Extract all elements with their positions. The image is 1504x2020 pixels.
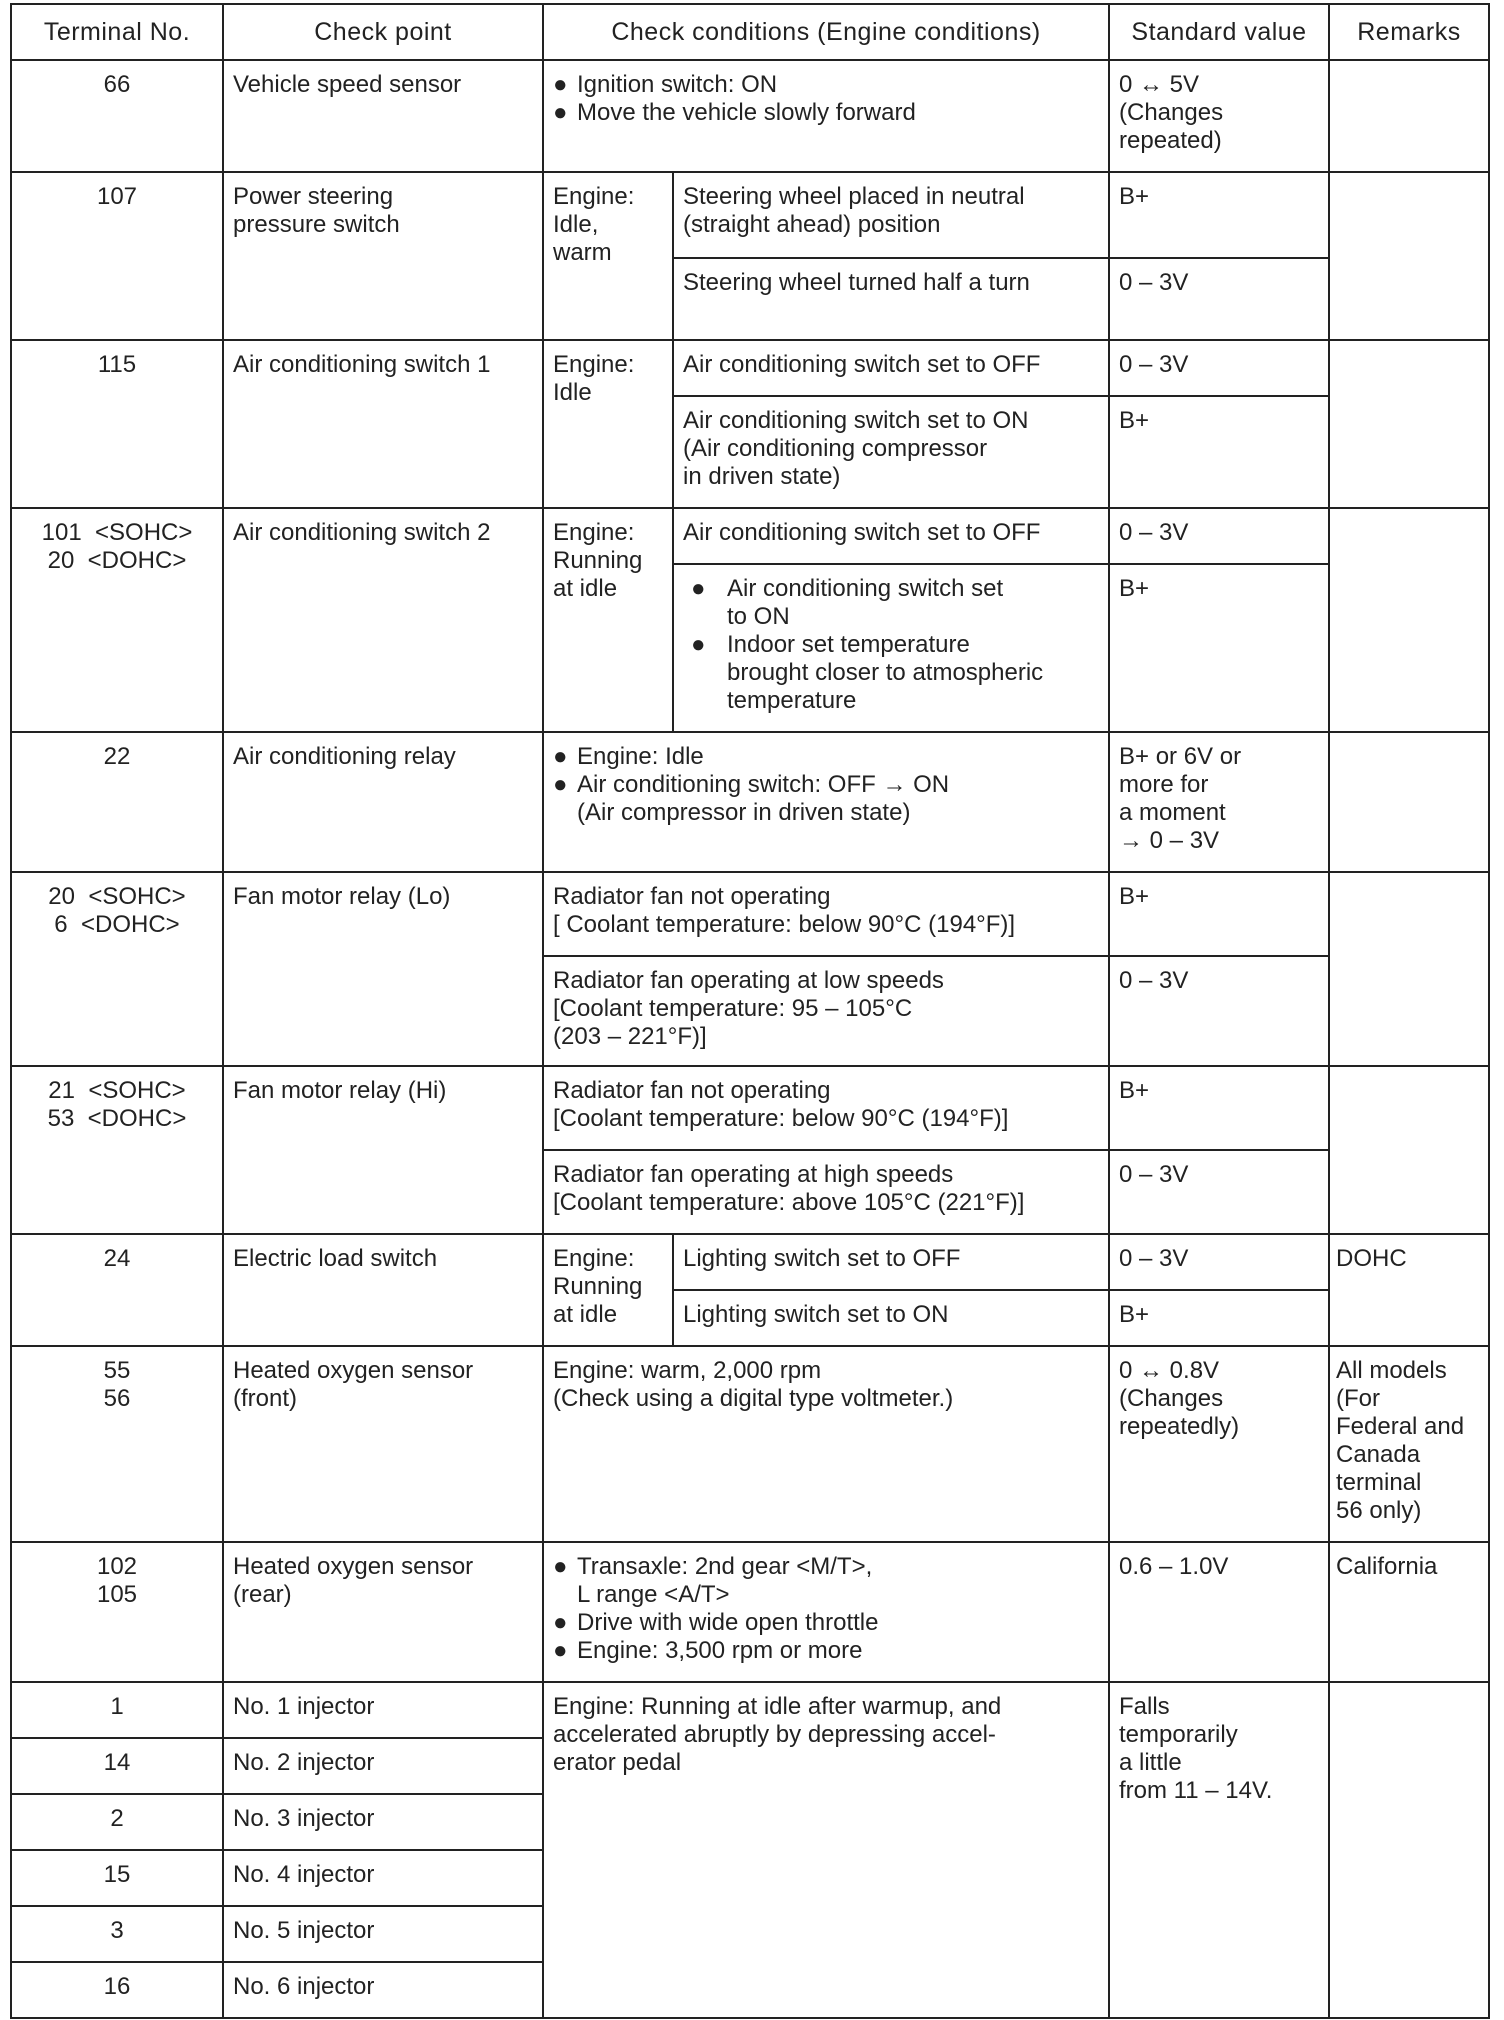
remarks (1329, 872, 1489, 1066)
check-conditions: ● Ignition switch: ON ● Move the vehicle slowly forward (543, 60, 1109, 172)
engine-state: Engine: Idle (543, 340, 673, 508)
terminal-number: 55 56 (11, 1346, 223, 1542)
standard-value: B+ (1109, 564, 1329, 732)
remarks (1329, 1682, 1489, 2018)
check-point: Power steering pressure switch (223, 172, 543, 340)
header-remarks: Remarks (1329, 4, 1489, 60)
table-row (11, 1066, 1489, 1150)
condition: Radiator fan operating at low speeds [Coolant temperature: 95 – 105°C (203 – 221°F)] (543, 956, 1109, 1066)
table-row (11, 1542, 1489, 1682)
check-point: No. 2 injector (223, 1738, 543, 1794)
terminal-number: 21 <SOHC> 53 <DOHC> (11, 1066, 223, 1234)
remarks: California (1329, 1542, 1489, 1682)
check-point: Electric load switch (223, 1234, 543, 1346)
check-point: Heated oxygen sensor (front) (223, 1346, 543, 1542)
terminal-number: 107 (11, 172, 223, 340)
check-point: Fan motor relay (Hi) (223, 1066, 543, 1234)
table-row (11, 340, 1489, 396)
condition: Radiator fan operating at high speeds [Coolant temperature: above 105°C (221°F)] (543, 1150, 1109, 1234)
terminal-number: 16 (11, 1962, 223, 2018)
condition: Steering wheel turned half a turn (673, 258, 1109, 340)
header-row (11, 4, 1489, 60)
terminal-number: 101 <SOHC> 20 <DOHC> (11, 508, 223, 732)
table-row (11, 1234, 1489, 1290)
header-check-point: Check point (223, 4, 543, 60)
standard-value: 0 – 3V (1109, 1234, 1329, 1290)
standard-value: 0 ↔ 5V (Changes repeated) (1109, 60, 1329, 172)
condition: Radiator fan not operating [Coolant temperature: below 90°C (194°F)] (543, 1066, 1109, 1150)
table-row (11, 872, 1489, 956)
check-point: No. 4 injector (223, 1850, 543, 1906)
table-row (11, 508, 1489, 564)
check-point: No. 5 injector (223, 1906, 543, 1962)
terminal-number: 102 105 (11, 1542, 223, 1682)
standard-value: 0 – 3V (1109, 258, 1329, 340)
terminal-number: 20 <SOHC> 6 <DOHC> (11, 872, 223, 1066)
check-conditions: Engine: Running at idle after warmup, and accelerated abruptly by depressing accel- erator pedal (543, 1682, 1109, 2018)
remarks (1329, 508, 1489, 732)
condition: Steering wheel placed in neutral (straight ahead) position (673, 172, 1109, 258)
header-check-conditions: Check conditions (Engine conditions) (543, 4, 1109, 60)
check-point: No. 3 injector (223, 1794, 543, 1850)
engine-state: Engine: Running at idle (543, 1234, 673, 1346)
terminal-number: 15 (11, 1850, 223, 1906)
check-point: No. 6 injector (223, 1962, 543, 2018)
standard-value: 0 – 3V (1109, 1150, 1329, 1234)
standard-value: 0 ↔ 0.8V (Changes repeatedly) (1109, 1346, 1329, 1542)
check-conditions: ● Transaxle: 2nd gear <M/T>, L range <A/T> ● Drive with wide open throttle ● Engine: 3,500 rpm or more (543, 1542, 1109, 1682)
condition: Lighting switch set to ON (673, 1290, 1109, 1346)
standard-value: B+ (1109, 872, 1329, 956)
terminal-number: 66 (11, 60, 223, 172)
terminal-number: 3 (11, 1906, 223, 1962)
table-row (11, 1346, 1489, 1542)
check-conditions: Engine: warm, 2,000 rpm (Check using a digital type voltmeter.) (543, 1346, 1109, 1542)
table-row (11, 732, 1489, 872)
standard-value: B+ (1109, 1290, 1329, 1346)
standard-value: 0 – 3V (1109, 956, 1329, 1066)
condition: ● Air conditioning switch set to ON ● Indoor set temperature brought closer to atmospheric temperature (673, 564, 1109, 732)
terminal-number: 22 (11, 732, 223, 872)
standard-value: 0 – 3V (1109, 508, 1329, 564)
terminal-number: 1 (11, 1682, 223, 1738)
remarks (1329, 172, 1489, 340)
remarks: DOHC (1329, 1234, 1489, 1346)
condition: Air conditioning switch set to OFF (673, 508, 1109, 564)
condition: Air conditioning switch set to OFF (673, 340, 1109, 396)
check-point: No. 1 injector (223, 1682, 543, 1738)
engine-state: Engine: Running at idle (543, 508, 673, 732)
standard-value: 0 – 3V (1109, 340, 1329, 396)
terminal-number: 115 (11, 340, 223, 508)
table-row (11, 172, 1489, 258)
check-point: Air conditioning relay (223, 732, 543, 872)
check-conditions: ● Engine: Idle ● Air conditioning switch: OFF → ON (Air compressor in driven state) (543, 732, 1109, 872)
remarks (1329, 60, 1489, 172)
standard-value: B+ or 6V or more for a moment → 0 – 3V (1109, 732, 1329, 872)
remarks (1329, 1066, 1489, 1234)
check-point: Air conditioning switch 1 (223, 340, 543, 508)
terminal-check-table (10, 3, 1490, 2019)
terminal-number: 14 (11, 1738, 223, 1794)
standard-value: B+ (1109, 172, 1329, 258)
header-standard-value: Standard value (1109, 4, 1329, 60)
remarks: All models (For Federal and Canada terminal 56 only) (1329, 1346, 1489, 1542)
engine-state: Engine: Idle, warm (543, 172, 673, 340)
terminal-number: 2 (11, 1794, 223, 1850)
table-row (11, 60, 1489, 172)
standard-value: 0.6 – 1.0V (1109, 1542, 1329, 1682)
standard-value: Falls temporarily a little from 11 – 14V. (1109, 1682, 1329, 2018)
standard-value: B+ (1109, 1066, 1329, 1150)
standard-value: B+ (1109, 396, 1329, 508)
check-point: Heated oxygen sensor (rear) (223, 1542, 543, 1682)
condition: Lighting switch set to OFF (673, 1234, 1109, 1290)
remarks (1329, 732, 1489, 872)
check-point: Air conditioning switch 2 (223, 508, 543, 732)
terminal-number: 24 (11, 1234, 223, 1346)
check-point: Vehicle speed sensor (223, 60, 543, 172)
condition: Air conditioning switch set to ON (Air conditioning compressor in driven state) (673, 396, 1109, 508)
remarks (1329, 340, 1489, 508)
check-point: Fan motor relay (Lo) (223, 872, 543, 1066)
table-row (11, 1682, 1489, 1738)
header-terminal: Terminal No. (11, 4, 223, 60)
condition: Radiator fan not operating [ Coolant temperature: below 90°C (194°F)] (543, 872, 1109, 956)
